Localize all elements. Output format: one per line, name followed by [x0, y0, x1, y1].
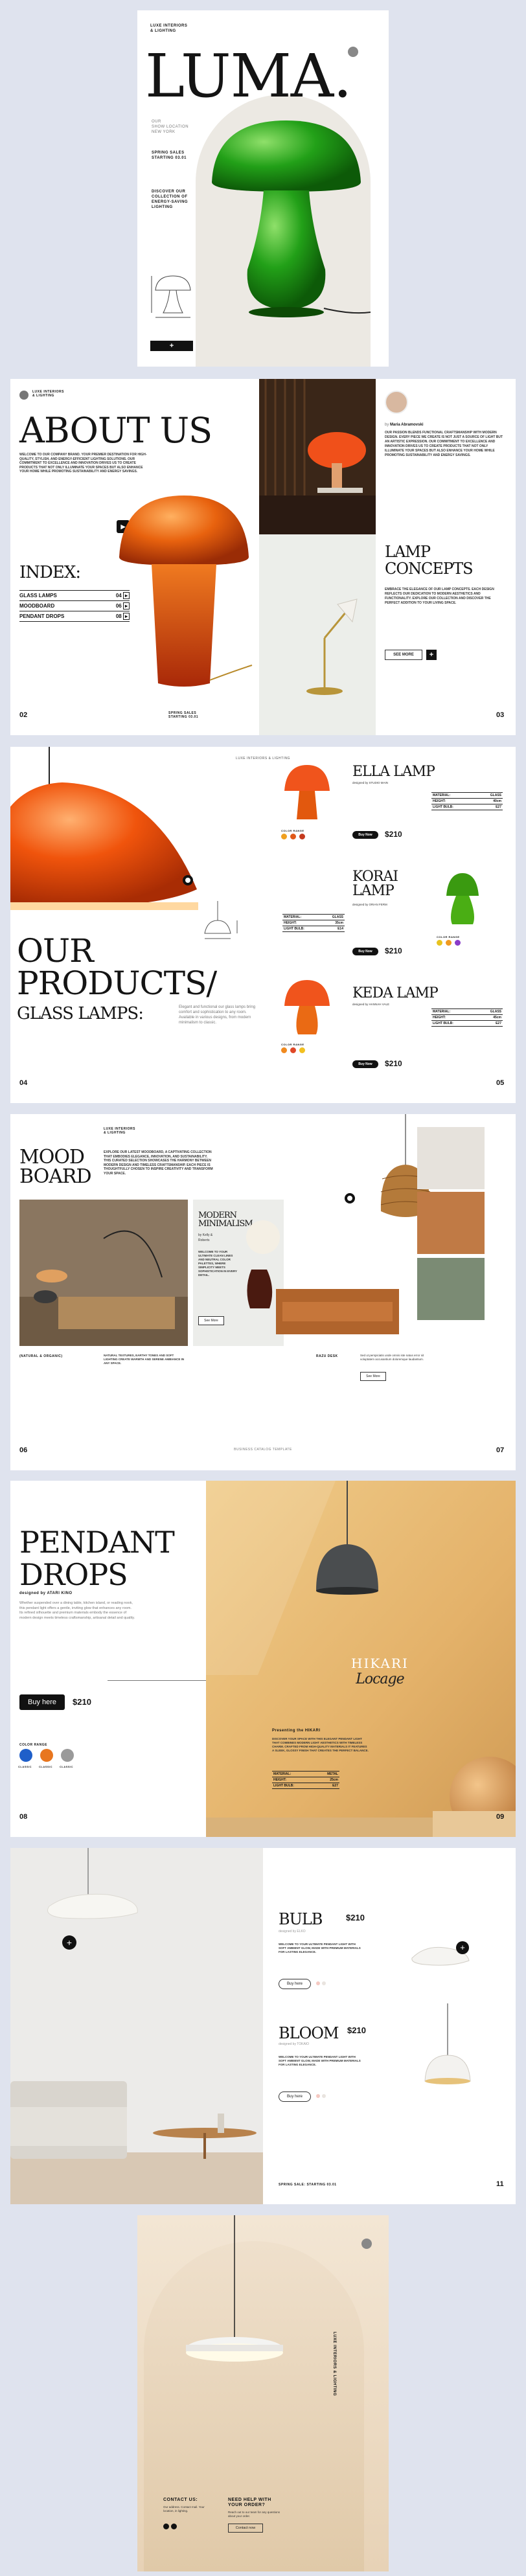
pendant-price: $210: [73, 1697, 91, 1707]
keda-colors-label: COLOR RANGE: [281, 1043, 304, 1046]
minimal-text: WELCOME TO YOUR ULTIMATE CLEAN LINES AND NEUTRAL COLOR PALETTES, WHERE SIMPLICITY MEETS SOPHISTICATION IN EVERY DETAIL.: [198, 1250, 237, 1277]
mood-intro: EXPLORE OUR LATEST MOODBOARD, A CAPTIVATING COLLECTION THAT EMBODIES ELEGANCE, INNOVATION, AND SUSTAINABILITY. THIS CURATED SELECTION SHOWCASES THE HARMONY BETWEEN MODERN DESIGN AND TIMELESS CRAFTSMANSHIP. EACH PIECE IS THOUGHTFULLY CHOSEN TO INSPIRE CREATIVITY AND TRANSFORM YOUR SPACE.: [104, 1150, 213, 1176]
korai-swatch[interactable]: [437, 940, 442, 946]
brand-name: LUXE INTERIORS & LIGHTING: [150, 24, 188, 33]
mood-brand: LUXE INTERIORS & LIGHTING: [104, 1127, 135, 1135]
back-cover: [137, 2215, 389, 2571]
products-blurb: Elegant and functional our glass lamps bring comfort and sophistication to any room. Available in various designs, from modern minimalism to classic.: [179, 1005, 256, 1025]
page-number-06: 06: [19, 1446, 28, 1454]
orange-pendant-image: [10, 747, 218, 928]
pendant-title: PENDANT DROPS: [19, 1525, 174, 1592]
page-number-02: 02: [19, 711, 28, 719]
minimal-see-more[interactable]: See More: [198, 1316, 224, 1325]
products-subtitle: GLASS LAMPS:: [17, 1004, 143, 1023]
keda-price: $210: [385, 1059, 402, 1068]
ella-name: ELLA LAMP: [352, 764, 435, 780]
minimal-by: by Kelly & Roberts: [198, 1233, 213, 1242]
page-number-11: 11: [496, 2180, 504, 2188]
bloom-buy-button[interactable]: Buy here: [279, 2092, 311, 2102]
page-number-07: 07: [496, 1446, 505, 1454]
about-plus-button[interactable]: +: [426, 650, 437, 660]
help-text: Reach out to our team for any questions about your order.: [228, 2511, 280, 2518]
lamp-sketch: [150, 271, 196, 323]
swatch-name: CLASSIC: [18, 1765, 32, 1768]
pendant-text: Whether suspended over a dining table, kitchen island, or reading nook, this pendant light offers a gentle, inviting glow that enhances any room. Its refined silhouette and premium materials embody the essence of modern design meets timeless craftsmanship, artisanal detail and quality.: [19, 1601, 135, 1620]
page-number-08: 08: [19, 1813, 28, 1821]
cover-title: LUMA.: [145, 41, 352, 111]
page-number-04: 04: [19, 1079, 28, 1087]
index-page: 04 ▸: [116, 593, 130, 598]
green-lamp-image: [202, 120, 371, 334]
page-number-03: 03: [496, 711, 505, 719]
products-spread: [10, 747, 516, 1103]
cover-plus-button[interactable]: +: [150, 341, 193, 351]
ella-spec-table: MATERIAL: GLASS HEIGHT: 40cm LIGHT BULB: E27: [433, 793, 501, 809]
ella-swatch[interactable]: [290, 834, 296, 839]
cover-address: OUR SHOW LOCATION NEW YORK: [152, 120, 189, 134]
bulb-swatch[interactable]: [316, 1981, 320, 1985]
social-instagram-icon[interactable]: [171, 2524, 177, 2529]
living-room-hotspot[interactable]: +: [62, 1935, 76, 1950]
author-line: by Maria Abramovski: [385, 423, 424, 427]
keda-swatch[interactable]: [290, 1047, 296, 1053]
minimal-title: MODERN MINIMALISM: [198, 1211, 253, 1229]
about-intro: WELCOME TO OUR COMPANY BRAND. YOUR PREMIER DESTINATION FOR HIGH-QUALITY, STYLISH, AND ENERGY-EFFICIENT LIGHTING SOLUTIONS. OUR COMMITMENT TO EXCELLENCE AND INNOVATION DRIVES US TO CREATE PRODUCTS THAT NOT ONLY ILLUMINATE YOUR SPACES BUT ALSO ENHANCE YOUR HOME WHILE PROMOTING SUSTAINABILITY AND ENERGY SAVINGS.: [19, 453, 147, 473]
ella-swatch[interactable]: [299, 834, 305, 839]
lamp-concepts-title: LAMP CONCEPTS: [385, 543, 473, 578]
duo-spread: [10, 1848, 516, 2204]
organic-interior-photo: [19, 1200, 188, 1346]
bulb-swatch[interactable]: [322, 1981, 326, 1985]
ella-price: $210: [385, 830, 402, 839]
desk-lamp-image: [289, 586, 360, 696]
caption-razu: RAZU DESK: [316, 1354, 338, 1358]
present-text: DISCOVER YOUR SPACE WITH THIS ELEGANT PENDANT LIGHT THAT COMBINES MODERN LIGHT AESTHETICS WITH TIMELESS CHARM. CRAFTED FROM HIGH-QUALITY MATERIALS IT FEATURES A SLEEK, GLOSSY FINISH THAT CREATES THE PERFECT BALANCE.: [272, 1737, 369, 1752]
pendant-spread: [10, 1481, 516, 1837]
bulb-hotspot[interactable]: +: [456, 1941, 469, 1954]
texture-swatch-rust: [417, 1192, 485, 1254]
pendant-swatch-orange[interactable]: [40, 1749, 53, 1762]
author-avatar: [385, 391, 408, 414]
index-page: 08 ▸: [116, 613, 130, 619]
korai-price: $210: [385, 946, 402, 955]
products-header: LUXE INTERIORS & LIGHTING: [236, 757, 290, 760]
catalog-footer: BUSINESS CATALOG TEMPLATE: [234, 1448, 292, 1452]
social-facebook-icon[interactable]: [163, 2524, 169, 2529]
korai-spec-table: MATERIAL: GLASS HEIGHT: 35cm LIGHT BULB: E14: [284, 915, 343, 931]
concepts-text: EMBRACE THE ELEGANCE OF OUR LAMP CONCEPTS. EACH DESIGN REFLECTS OUR DEDICATION TO MODERN AESTHETICS AND FUNCTIONALITY. EXPLORE OUR COLLECTION AND DISCOVER THE PERFECT ADDITION TO YOUR LIVING SPACE.: [385, 587, 494, 605]
hotspot-dot[interactable]: [183, 875, 193, 885]
caption-razu-text: Sed ut perspiciatis unde omnis iste natus error sit voluptatem accusantium doloremque laudantium.: [360, 1354, 424, 1361]
swatch-name: CLASSIC: [39, 1765, 53, 1768]
duo-sale: SPRING SALE: STARTING 03.01: [279, 2183, 337, 2187]
products-title: OUR PRODUCTS/: [17, 932, 217, 1002]
bloom-swatch[interactable]: [322, 2094, 326, 2098]
about-brand: LUXE INTERIORS & LIGHTING: [32, 390, 64, 398]
bloom-text: WELCOME TO YOUR ULTIMATE PENDANT LIGHT WITH SOFT AMBIENT GLOW, MADE WITH PREMIUM MATERIALS FOR LASTING ELEGANCE.: [279, 2055, 361, 2066]
bulb-name: BULB: [279, 1910, 323, 1928]
korai-designer: designed by ORIAN FERM: [352, 903, 387, 906]
caption-natural-text: NATURAL TEXTURES, EARTHY TONES AND SOFT LIGHTING CREATE WARMTH AND SERENE AMBIANCE IN ANY SPACE.: [104, 1354, 185, 1365]
index-page: 06 ▸: [116, 603, 130, 609]
ella-buy-button[interactable]: Buy Now: [352, 831, 378, 839]
pendant-swatch-blue[interactable]: [19, 1749, 32, 1762]
texture-swatch-sage: [417, 1258, 485, 1320]
korai-buy-button[interactable]: Buy Now: [352, 948, 378, 955]
caption-natural: (NATURAL & ORGANIC): [19, 1354, 63, 1358]
contact-now-button[interactable]: Contact now: [228, 2524, 263, 2533]
about-title: ABOUT US: [19, 410, 212, 451]
bulb-price: $210: [346, 1913, 365, 1922]
bloom-designer: designed by TOKAIO: [279, 2042, 310, 2046]
hikari-brand: HIKARI Locage: [351, 1656, 409, 1687]
korai-swatch[interactable]: [455, 940, 461, 946]
pendant-buy-button[interactable]: Buy here: [19, 1694, 65, 1710]
pendant-designer: designed by ATARI KINO: [19, 1591, 73, 1595]
ella-designer: designed by STUDIO MAIN: [352, 781, 389, 784]
page-number-05: 05: [496, 1079, 505, 1087]
back-pendant-image: [176, 2215, 293, 2377]
living-room-photo: [10, 1848, 263, 2204]
keda-buy-button[interactable]: Buy Now: [352, 1060, 378, 1068]
mood-title: MOOD BOARD: [19, 1146, 91, 1188]
korai-colors-label: COLOR RANGE: [437, 935, 460, 939]
bloom-price: $210: [347, 2025, 366, 2035]
korai-lamp-image: [437, 870, 488, 928]
bulb-designer: designed by ELKO: [279, 1930, 306, 1933]
pendant-colors-label: COLOR RANGE: [19, 1743, 47, 1747]
index-item-glass-lamps[interactable]: GLASS LAMPS 04 ▸: [19, 590, 130, 600]
keda-spec-table: MATERIAL: GLASS HEIGHT: 45cm LIGHT BULB: E27: [433, 1010, 501, 1025]
bulb-text: WELCOME TO YOUR ULTIMATE PENDANT LIGHT WITH SOFT AMBIENT GLOW, MADE WITH PREMIUM MATERIALS FOR LASTING ELEGANCE.: [279, 1943, 361, 1954]
texture-swatch-plaster: [417, 1127, 485, 1189]
lamp-interior-photo: [259, 379, 376, 534]
cover-discover: DISCOVER OUR COLLECTION OF ENERGY-SAVING LIGHTING: [152, 190, 189, 209]
back-vertical-brand: LUXE INTERIORS & LIGHTING: [332, 2332, 336, 2397]
mood-hotspot[interactable]: [345, 1193, 355, 1203]
ella-colors-label: COLOR RANGE: [281, 829, 304, 832]
moodboard-spread: [10, 1114, 516, 1470]
keda-name: KEDA LAMP: [352, 985, 438, 1001]
cover-sale: SPRING SALES STARTING 03.01: [152, 151, 187, 160]
keda-lamp-image: [281, 980, 333, 1038]
keda-swatch[interactable]: [281, 1047, 287, 1053]
back-dot: [361, 2239, 372, 2249]
present-title: Presenting the HIKARI: [272, 1729, 321, 1733]
bloom-name: BLOOM: [279, 2024, 339, 2042]
orange-lamp-image: [113, 496, 255, 696]
about-spread: [10, 379, 516, 735]
korai-swatch[interactable]: [446, 940, 452, 946]
bloom-lamp-image: [418, 2003, 477, 2094]
pendant-swatch-grey[interactable]: [61, 1749, 74, 1762]
about-sale: SPRING SALES STARTING 03.01: [168, 711, 199, 719]
about-quote: OUR PASSION BLENDS FUNCTIONAL CRAFTSMANSHIP WITH MODERN DESIGN. EVERY PIECE WE CREATE IS NOT JUST A SOURCE OF LIGHT BUT AN ARTISTIC EXPRESSION. OUR COMMITMENT TO EXCELLENCE AND INNOVATION DRIVES US TO CREATE PRODUCTS THAT NOT ONLY ILLUMINATE YOUR SPACES BUT ALSO ENHANCE YOUR HOME WHILE PROMOTING SUSTAINABILITY AND ENERGY SAVINGS.: [385, 431, 503, 457]
contact-title: CONTACT US:: [163, 2498, 198, 2502]
page-number-09: 09: [496, 1813, 505, 1821]
index-item-moodboard[interactable]: MOODBOARD 06 ▸: [19, 600, 130, 611]
keda-designer: designed by HANNAH VALE: [352, 1003, 389, 1006]
hikari-spec-table: MATERIAL: METAL HEIGHT: 25cm LIGHT BULB: E27: [273, 1772, 338, 1788]
korai-name: KORAI LAMP: [352, 869, 398, 899]
ella-swatch[interactable]: [281, 834, 287, 839]
cover-page: [137, 10, 389, 367]
help-title: NEED HELP WITH YOUR ORDER?: [228, 2498, 271, 2507]
play-button[interactable]: ▶: [117, 520, 130, 533]
ella-lamp-image: [281, 765, 333, 823]
bulb-buy-button[interactable]: Buy here: [279, 1979, 311, 1989]
see-more-button[interactable]: SEE MORE: [385, 650, 422, 660]
razu-see-more[interactable]: See More: [360, 1372, 386, 1381]
bloom-swatch[interactable]: [316, 2094, 320, 2098]
about-brand-dot: [19, 391, 29, 400]
keda-swatch[interactable]: [299, 1047, 305, 1053]
swatch-name: CLASSIC: [60, 1765, 74, 1768]
index-title: INDEX:: [19, 563, 81, 582]
contact-text: Our address. Contact mail. Your location, in lighting.: [163, 2505, 205, 2513]
index-item-pendant-drops[interactable]: PENDANT DROPS 08 ▸: [19, 611, 130, 622]
